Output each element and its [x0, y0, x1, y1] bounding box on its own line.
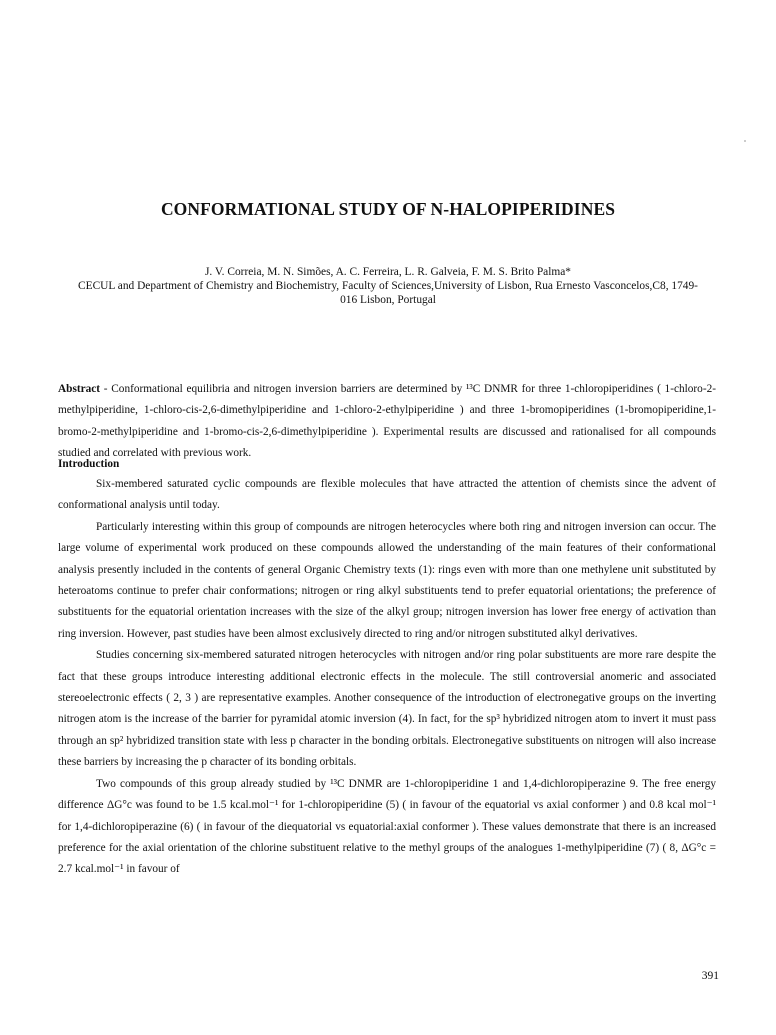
page-number: 391: [701, 970, 719, 982]
paragraph: Six-membered saturated cyclic compounds are flexible molecules that have attracted the attention of chemists since the advent of conformational analysis until today.: [58, 478, 716, 512]
paper-title: CONFORMATIONAL STUDY OF N-HALOPIPERIDINES: [160, 199, 616, 219]
abstract-text: - Conformational equilibria and nitrogen inversion barriers are determined by ¹³C DNMR for three 1-chloropiperidines ( 1-chloro-2-methylpiperidine, 1-chloro-cis-2,6-dimethylpiperidine and 1-chloro-2-ethylpiperidine ) and three 1-bromopiperidines (1-bromopiperidine,1-bromo-2-methylpiperidine and 1-bromo-cis-2,6-dimethylpiperidine ). Experimental results are discussed and rationalised for all compounds studied and correlated with previous work.: [58, 383, 716, 459]
paragraph: Two compounds of this group already studied by ¹³C DNMR are 1-chloropiperidine 1 and 1,4-dichloropiperazine 9. The free energy difference ΔG°c was found to be 1.5 kcal.mol⁻¹ for 1-chloropiperidine (5) ( in favour of the equatorial vs axial conformer ) and 0.8 kcal mol⁻¹ for 1,4-dichloropiperazine (6) ( in favour of the diequatorial vs equatorial:axial conformer ). These values demonstrate that there is an increased preference for the axial orientation of the chlorine substituent relative to the methyl groups of the analogues 1-methylpiperidine (7) ( 8, ΔG°c = 2.7 kcal.mol⁻¹ in favour of: [58, 777, 716, 876]
abstract-label: Abstract: [58, 383, 101, 395]
introduction-body: [58, 474, 716, 881]
abstract: [58, 379, 716, 464]
author-affiliation: CECUL and Department of Chemistry and Biochemistry, Faculty of Sciences,University of Lisbon, Rua Ernesto Vasconcelos,C8, 1749-016 Lisbon, Portugal: [78, 280, 698, 306]
paragraph: Studies concerning six-membered saturated nitrogen heterocycles with nitrogen and/or ring polar substituents are more rare despite the fact that these groups introduce interesting additional electronic effects in the molecule. The still controversial anomeric and associated stereoelectronic effects ( 2, 3 ) are representative examples. Another consequence of the introduction of electronegative groups on the inverting nitrogen atom is the increase of the barrier for pyramidal atomic inversion (4). In fact, for the sp³ hybridized nitrogen atom to invert it must pass through an sp² hybridized transition state with less p character in the bonding orbitals. Electronegative substituents on nitrogen will also increase these barriers by increasing the p character of its bonding orbitals.: [58, 649, 716, 769]
scan-speck: [744, 140, 746, 142]
section-heading-introduction: Introduction: [58, 458, 120, 470]
paragraph: Particularly interesting within this group of compounds are nitrogen heterocycles where both ring and nitrogen inversion can occur. The large volume of experimental work produced on these compounds allowed the understanding of the main features of their conformational analysis presently included in the contents of general Organic Chemistry texts (1): rings even with more than one methylene unit substituted by heteroatoms continue to prefer chair conformations; nitrogen or ring alkyl substituents tend to prefer equatorial orientations; the preference of substituents for the equatorial orientation increases with the size of the alkyl group; nitrogen inversion has lower free energy of activation than ring inversion. However, past studies have been almost exclusively directed to ring and/or nitrogen substituted alkyl derivatives.: [58, 520, 716, 640]
author-names: J. V. Correia, M. N. Simões, A. C. Ferreira, L. R. Galveia, F. M. S. Brito Palma*: [205, 266, 571, 278]
author-block: [70, 265, 706, 307]
